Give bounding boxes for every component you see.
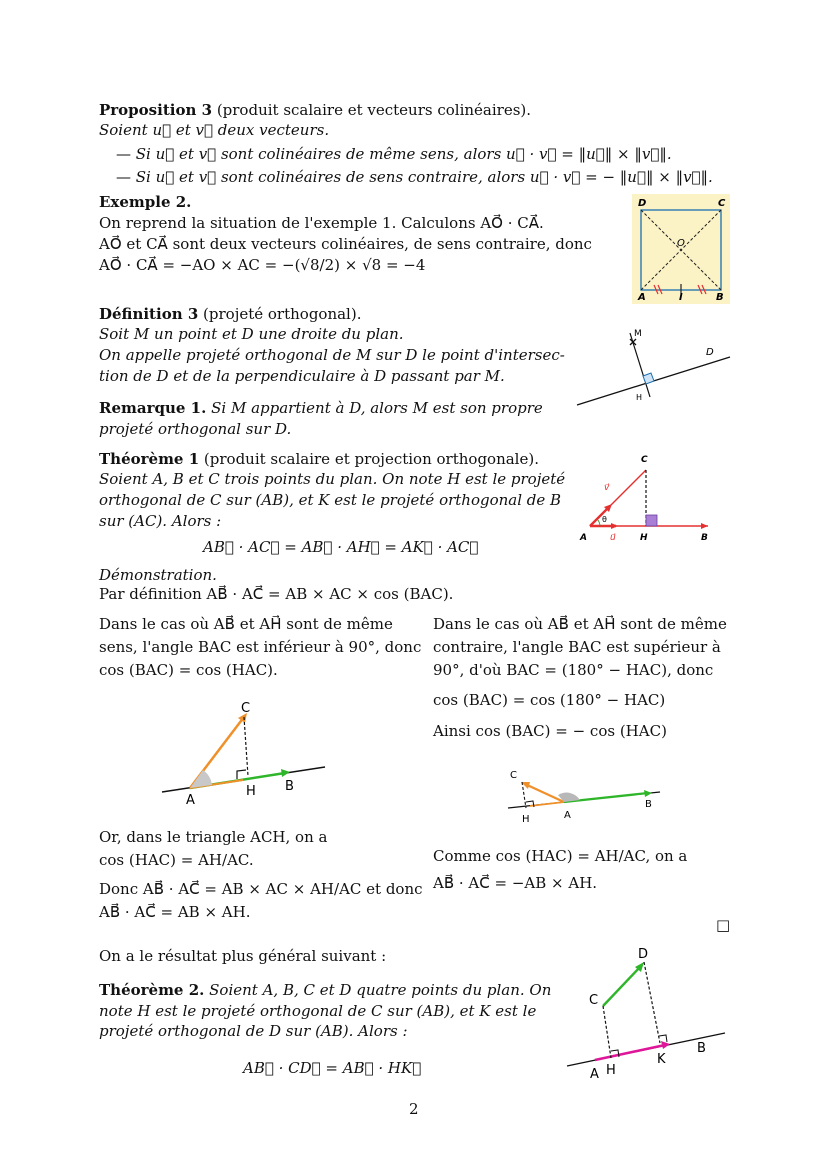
def3-line3: tion de D et de la perpendiculaire à D passant par M. [99,367,505,385]
case1-label-H: H [246,784,256,799]
case1-label-B: B [285,779,294,794]
case1-label-A: A [186,793,195,808]
case1-line5: cos (HAC) = AH/AC. [99,851,254,869]
def3-line2: On appelle projeté orthogonal de M sur D le point d'intersec- [99,346,565,364]
th1-line2: orthogonal de C sur (AB), et K est le projeté orthogonal de B [99,491,562,509]
th2-line3: projeté orthogonal de D sur (AB). Alors : [99,1022,408,1040]
ex2-square-figure [632,194,730,304]
case2-line1: Dans le cas où AB⃗ et AH⃗ sont de même [433,615,727,633]
th1-label-u: u⃗ [610,533,616,543]
def3-projection-figure [575,325,735,410]
th1-label-v: v⃗ [604,483,610,493]
th1-vectors-figure [578,452,718,544]
page-number: 2 [409,1100,419,1118]
case1-line7: AB⃗ · AC⃗ = AB × AH. [99,903,251,921]
case1-line2: sens, l'angle BAC est inférieur à 90°, donc [99,638,422,656]
th2-label-K: K [657,1052,666,1067]
ex2-label-D: D [638,198,647,209]
rem1-line2: projeté orthogonal sur D. [99,420,292,438]
th2-heading: Théorème 2. [99,981,205,999]
th1-heading: Théorème 1 [99,450,200,468]
case1-figure [160,700,330,810]
th1-label-A: A [580,533,587,543]
th2-label-D: D [638,947,649,962]
rem1-line1 [99,398,543,418]
prop3-heading: Proposition 3 [99,101,213,119]
prop3-title [99,100,531,120]
ex2-heading: Exemple 2. [99,193,192,211]
th1-label-theta: θ [602,515,607,524]
ex2-label-C: C [718,198,726,209]
th2-line1 [99,980,551,1000]
prop3-line2: — Si u⃗ et v⃗ sont colinéaires de même sens, alors u⃗ · v⃗ = ‖u⃗‖ × ‖v⃗‖. [116,145,672,163]
case2-line3: 90°, d'où BAC = (180° − HAC), donc [433,661,714,679]
th2-figure [565,940,735,1080]
th1-label-C: C [641,455,648,465]
rem1-heading: Remarque 1. [99,399,207,417]
ex2-label-I: I [679,292,683,303]
prop3-line1: Soient u⃗ et v⃗ deux vecteurs. [99,121,330,139]
case1-line1: Dans le cas où AB⃗ et AH⃗ sont de même [99,615,393,633]
demo-title: Démonstration. [99,566,217,584]
th2-label-H: H [606,1063,616,1078]
case2-line4: cos (BAC) = cos (180° − HAC) [433,691,666,709]
th2-label-A: A [590,1067,599,1082]
case2-figure [500,762,665,828]
rem1-text: Si M appartient à D, alors M est son propre [211,399,543,417]
case1-line4: Or, dans le triangle ACH, on a [99,828,328,846]
prop3-line3: — Si u⃗ et v⃗ sont colinéaires de sens contraire, alors u⃗ · v⃗ = − ‖u⃗‖ × ‖v⃗‖. [116,168,713,186]
prop3-subtitle: (produit scalaire et vecteurs colinéaires). [216,101,532,119]
th2-formula: AB⃗ · CD⃗ = AB⃗ · HK⃗ [243,1059,422,1077]
case1-label-C: C [241,701,251,716]
ex2-label-B: B [716,292,724,303]
ex2-label-A: A [638,292,646,303]
case2-label-B: B [645,799,652,810]
case2-label-C: C [510,770,517,781]
th1-label-H: H [640,533,648,543]
case1-line6: Donc AB⃗ · AC⃗ = AB × AC × AH/AC et donc [99,880,423,898]
case2-line5: Ainsi cos (BAC) = − cos (HAC) [433,722,667,740]
def3-title [99,304,361,324]
def3-line1: Soit M un point et D une droite du plan. [99,325,404,343]
general-result: On a le résultat plus général suivant : [99,947,387,965]
th2-label-B: B [697,1041,706,1056]
demo-line1: Par définition AB⃗ · AC⃗ = AB × AC × cos (BAC). [99,585,454,603]
th1-formula: AB⃗ · AC⃗ = AB⃗ · AH⃗ = AK⃗ · AC⃗ [203,538,479,556]
qed-symbol: □ [716,916,731,934]
case2-line6: Comme cos (HAC) = AH/AC, on a [433,847,688,865]
th1-label-B: B [701,533,708,543]
ex2-label-O: O [677,238,685,249]
def3-label-H: H [636,393,643,402]
th1-title [99,449,539,469]
th1-subtitle: (produit scalaire et projection orthogonale). [203,450,539,468]
case2-line2: contraire, l'angle BAC est supérieur à [433,638,721,656]
th2-line2: note H est le projeté orthogonal de C sur (AB), et K est le [99,1002,537,1020]
def3-label-M: M [634,329,642,339]
def3-heading: Définition 3 [99,305,199,323]
th2-text: Soient A, B, C et D quatre points du plan. On [209,981,552,999]
case2-label-A: A [564,810,571,821]
case2-label-H: H [522,814,530,825]
th1-line3: sur (AC). Alors : [99,512,222,530]
case2-line7: AB⃗ · AC⃗ = −AB × AH. [433,874,598,892]
def3-label-D: D [706,347,714,358]
def3-subtitle: (projeté orthogonal). [203,305,362,323]
ex2-line1: On reprend la situation de l'exemple 1. Calculons AO⃗ · CA⃗. [99,214,544,232]
th1-line1: Soient A, B et C trois points du plan. On note H est le projeté [99,470,566,488]
case1-line3: cos (BAC) = cos (HAC). [99,661,278,679]
th2-label-C: C [589,993,599,1008]
ex2-line3: AO⃗ · CA⃗ = −AO × AC = −(√8/2) × √8 = −4 [99,256,426,274]
ex2-line2: AO⃗ et CA⃗ sont deux vecteurs colinéaires, de sens contraire, donc [99,235,592,253]
